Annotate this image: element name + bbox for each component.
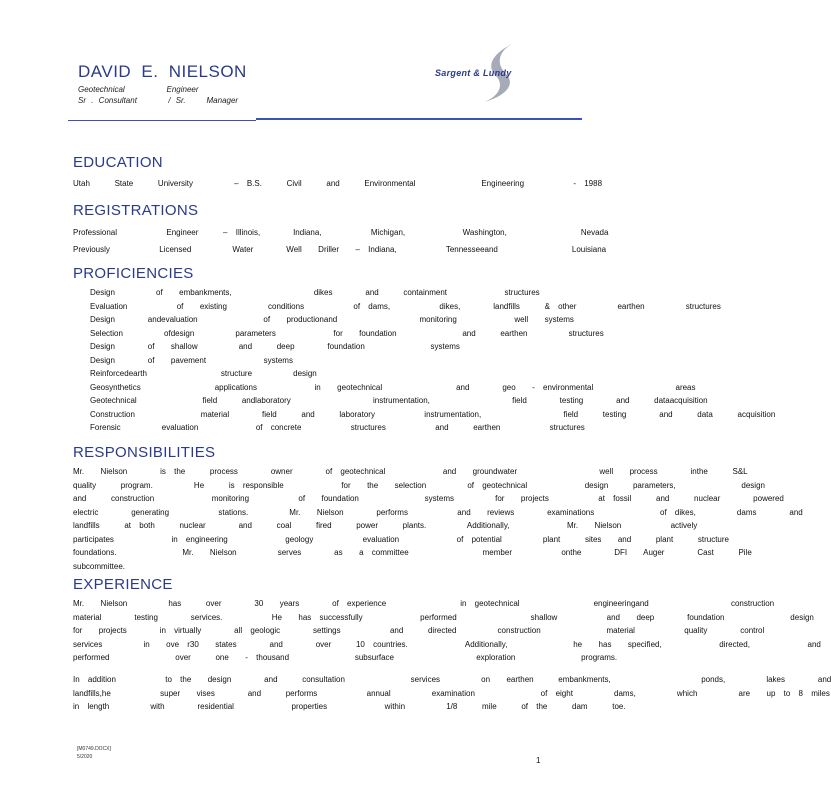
page-number: 1 (536, 756, 541, 765)
list-item: Design of pavement systems (90, 355, 293, 365)
paragraph-line: quality program. He is responsible for the selection of geotechnical design parameters, design (73, 480, 765, 490)
list-item: Geotechnical field andlaboratory instrumentation, field testing and dataacquisition (90, 396, 708, 405)
footer-date: 5/2020 (77, 754, 93, 760)
education-line: Utah State University – B.S. Civil and Environmental Engineering - 1988 (73, 179, 603, 188)
header-divider-right (256, 118, 582, 120)
paragraph-line: and construction monitoring of foundation systems for projects at fossil and nuclear powered (73, 494, 784, 503)
paragraph-line: material testing services. He has successfully performed shallow and deep foundation design (73, 612, 814, 622)
list-item: Design of shallow and deep foundation systems (90, 342, 460, 351)
job-title-line-2: Sr . Consultant / Sr. Manager (78, 96, 239, 105)
paragraph-line: for projects in virtually all geologic settings and directed construction material quality control (73, 626, 765, 635)
list-item: Forensic evaluation of concrete structures and earthen structures (90, 423, 585, 432)
experience-paragraph-2 (73, 673, 831, 714)
header-divider-left (68, 120, 256, 121)
paragraph-line: participates in engineering geology evaluation of potential plant sites and plant structure (73, 534, 729, 544)
list-item: Reinforcedearth structure design (90, 369, 317, 378)
list-item: Evaluation of existing conditions of dams, dikes, landfills & other earthen structures (90, 301, 721, 311)
paragraph-line: landfills,he super vises and performs annual examination of eight dams, which are up to 8 miles (73, 688, 830, 698)
paragraph-line: In addition to the design and consultation services on earthen embankments, ponds, lakes and (73, 675, 831, 684)
registrations-section (73, 224, 609, 258)
responsibilities-paragraph (73, 465, 803, 573)
responsibilities-heading: RESPONSIBILITIES (73, 444, 216, 461)
paragraph-line: subcommittee. (73, 561, 126, 571)
education-heading: EDUCATION (73, 154, 163, 171)
registrations-heading: REGISTRATIONS (73, 202, 199, 219)
paragraph-line: in length with residential properties within 1/8 mile of the dam toe. (73, 702, 626, 711)
footer-doc-id: [M0749.DOCX] (77, 746, 111, 752)
job-title-line-1: Geotechnical Engineer (78, 85, 199, 94)
paragraph-line: services in ove r30 states and over 10 countries. Additionally, he has specified, directed, and (73, 639, 821, 649)
paragraph-line: Mr. Nielson is the process owner of geotechnical and groundwater well process inthe S&L (73, 467, 748, 476)
experience-paragraph-1 (73, 597, 821, 665)
proficiencies-list (73, 286, 775, 435)
list-item: Design of embankments, dikes and containment structures (90, 288, 540, 297)
registration-line: Previously Licensed Water Well Driller – Indiana, Tennesseeand Louisiana (73, 245, 607, 254)
company-logo: Sargent & Lundy (435, 68, 512, 78)
proficiencies-heading: PROFICIENCIES (73, 265, 194, 282)
paragraph-line: performed over one - thousand subsurface exploration programs. (73, 653, 618, 662)
paragraph-line: foundations. Mr. Nielson serves as a committee member onthe DFI Auger Cast Pile (73, 548, 752, 557)
list-item: Geosynthetics applications in geotechnical and geo - environmental areas (90, 382, 696, 392)
resume-name: DAVID E. NIELSON (78, 62, 247, 81)
list-item: Selection ofdesign parameters for foundation and earthen structures (90, 328, 604, 338)
list-item: Construction material field and laboratory instrumentation, field testing and data acquisition (90, 409, 776, 419)
registration-line: Professional Engineer – Illinois, Indiana, Michigan, Washington, Nevada (73, 228, 609, 237)
list-item: Design andevaluation of productionand monitoring well systems (90, 315, 574, 324)
experience-heading: EXPERIENCE (73, 576, 173, 593)
paragraph-line: electric generating stations. Mr. Nielson performs and reviews examinations of dikes, dams and (73, 507, 803, 517)
education-section (73, 177, 603, 191)
paragraph-line: landfills at both nuclear and coal fired power plants. Additionally, Mr. Nielson actively (73, 521, 698, 530)
paragraph-line: Mr. Nielson has over 30 years of experience in geotechnical engineeringand construction (73, 599, 775, 608)
